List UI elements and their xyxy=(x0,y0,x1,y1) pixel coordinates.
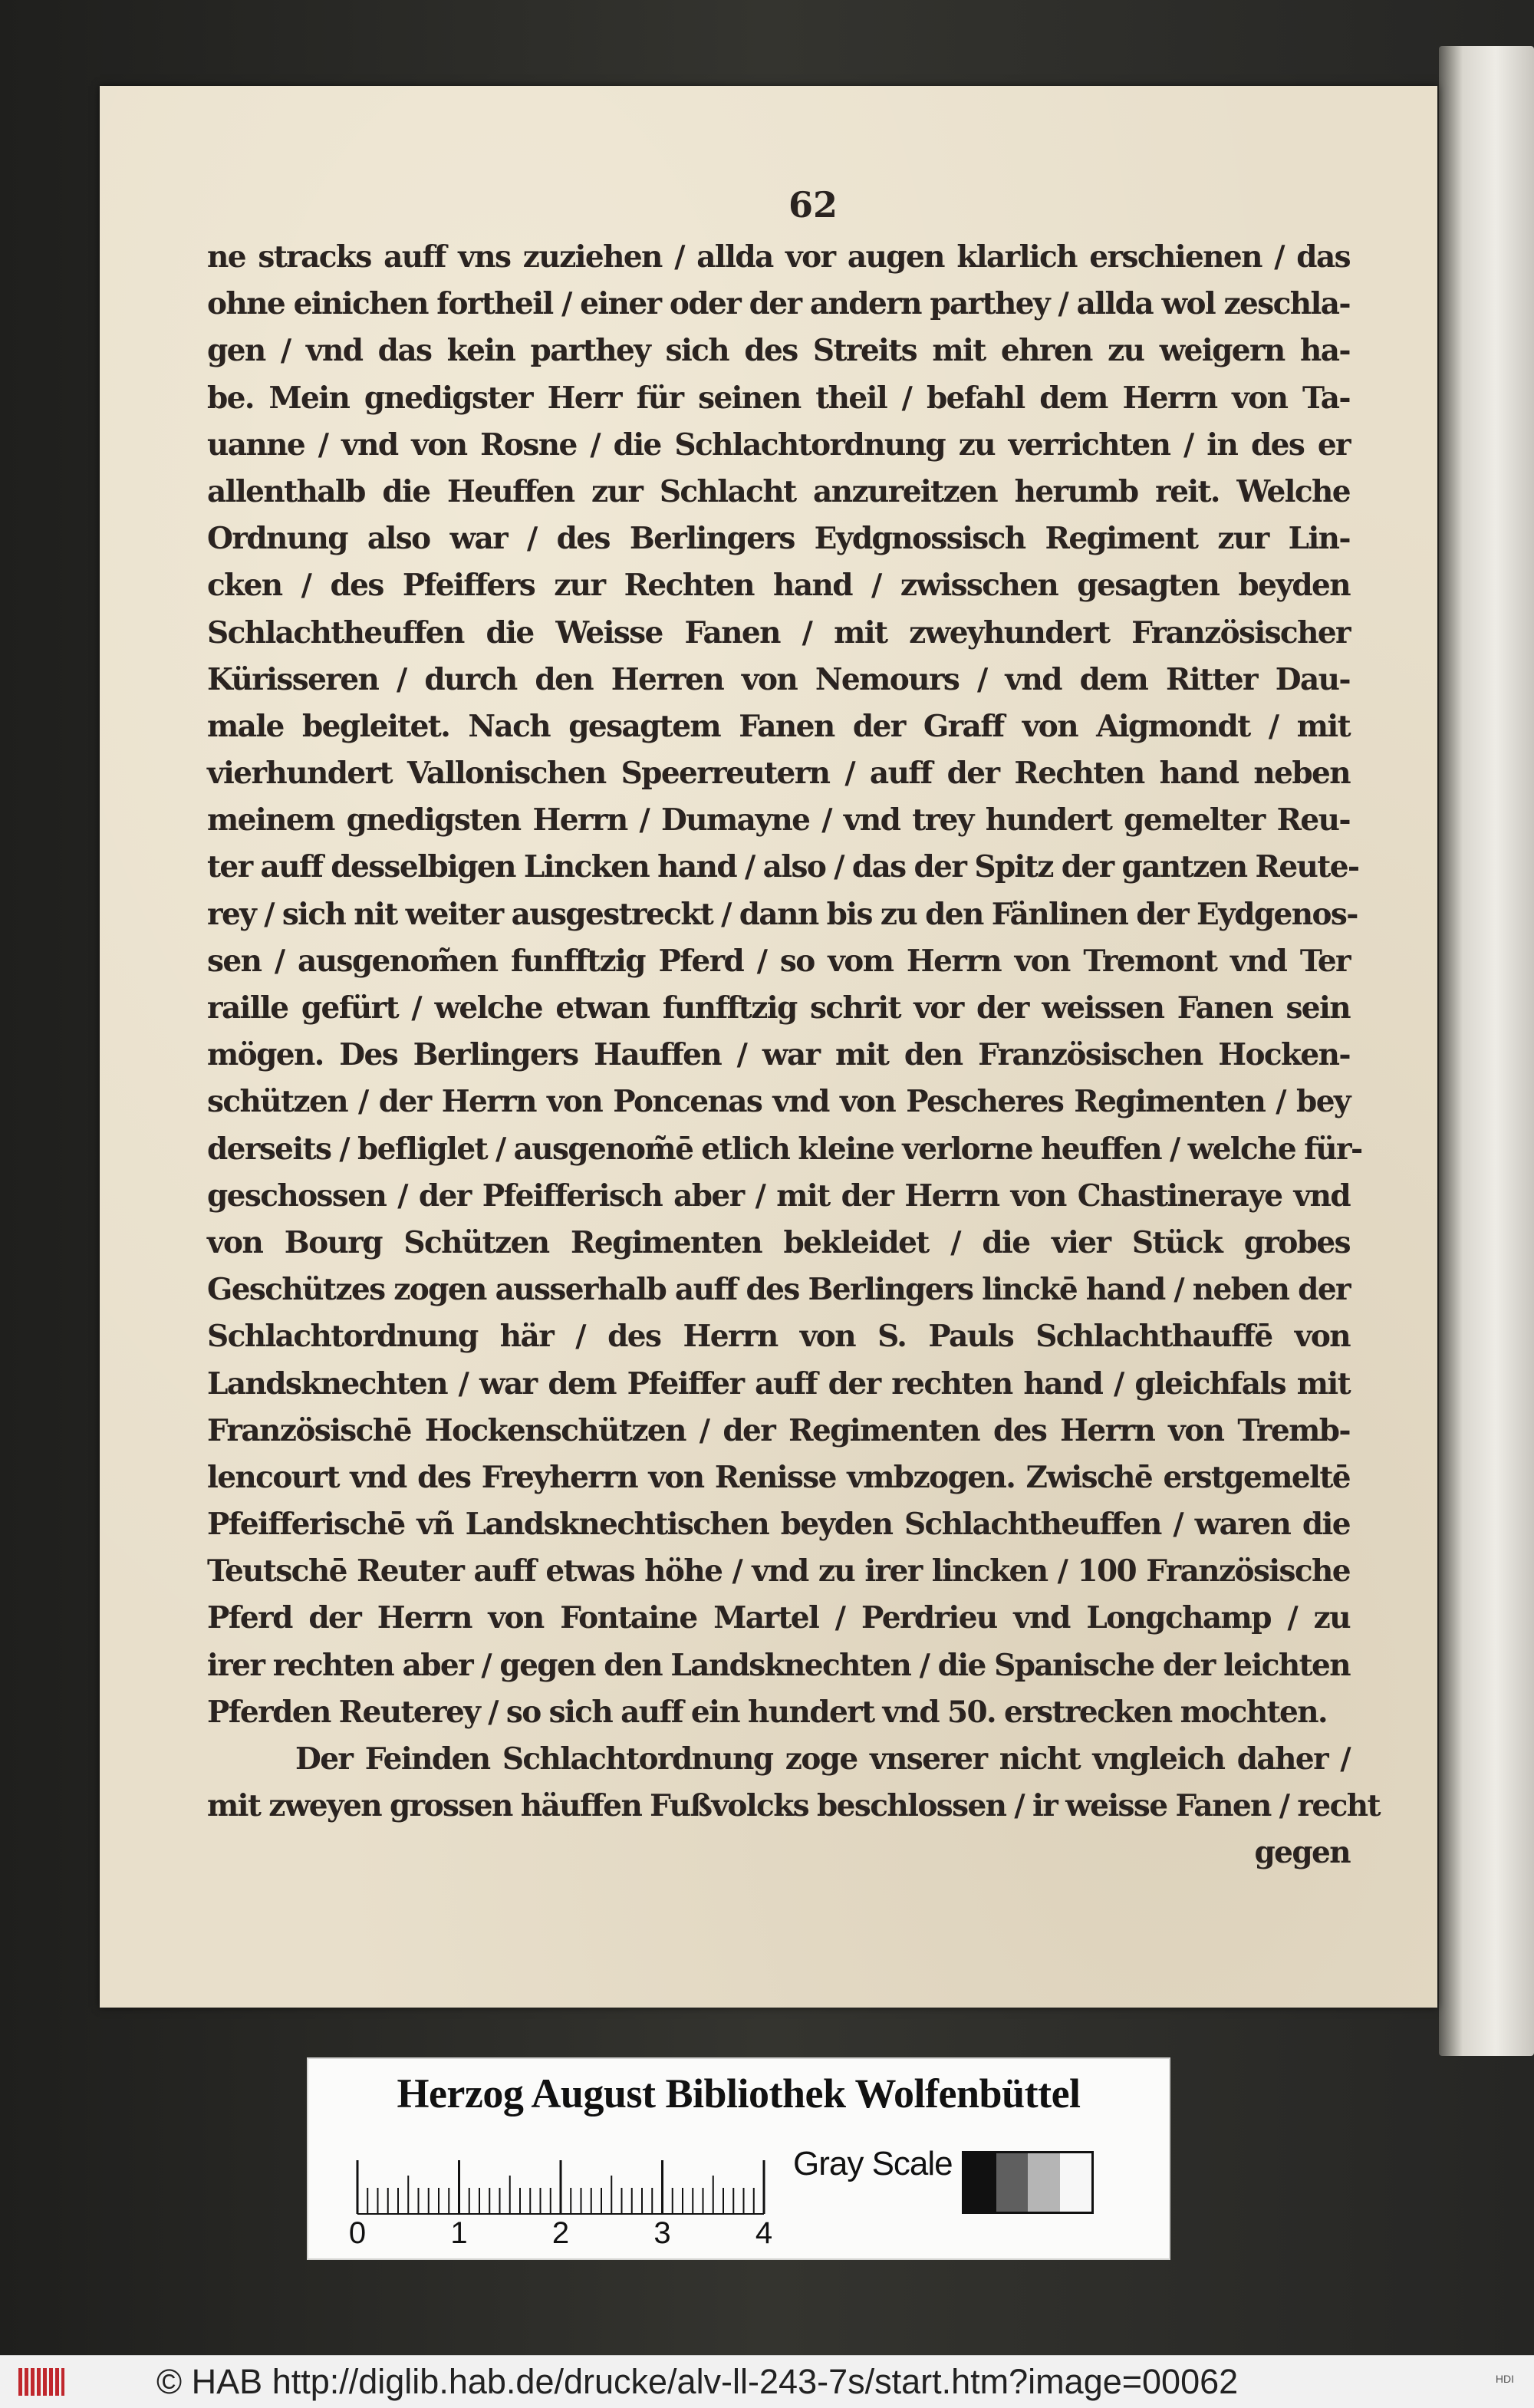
catchword: gegen xyxy=(1254,1835,1350,1871)
ruler-number: 3 xyxy=(653,2216,671,2250)
text-line: raille gefürt / welche etwan funfftzig schrit vor der weissen Fanen sein xyxy=(207,990,1350,1026)
ruler-number: 4 xyxy=(755,2216,773,2250)
text-line: sen / ausgenom̃en funfftzig Pferd / so vom Herrn von Tremont vnd Ter xyxy=(207,943,1350,979)
footer-mark: HDI xyxy=(1495,2373,1514,2385)
text-line: Pferden Reuterey / so sich auff ein hundert vnd 50. erstrecken mochten. xyxy=(207,1694,1327,1730)
text-line: Ordnung also war / des Berlingers Eydgnossisch Regiment zur Lin- xyxy=(207,521,1350,557)
text-line: uanne / vnd von Rosne / die Schlachtordnung zu verrichten / in des er xyxy=(207,427,1350,463)
text-line: derseits / befliglet / ausgenom̃ē etlich kleine verlorne heuffen / welche für- xyxy=(207,1131,1362,1167)
text-line: Französischē Hockenschützen / der Regimenten des Herrn von Tremb- xyxy=(207,1412,1350,1448)
text-line: irer rechten aber / gegen den Landsknechten / die Spanische der leichten xyxy=(207,1647,1350,1683)
page-text-block xyxy=(207,234,1380,1877)
text-line: Schlachtordnung här / des Herrn von S. Pauls Schlachthauffē von xyxy=(207,1319,1350,1355)
text-line: ohne einichen fortheil / einer oder der andern parthey / allda wol zeschla- xyxy=(207,286,1350,322)
text-line: gen / vnd das kein parthey sich des Streits mit ehren zu weigern ha- xyxy=(207,333,1350,369)
text-line: mit zweyen grossen häuffen Fußvolcks beschlossen / ir weisse Fanen / recht xyxy=(207,1788,1380,1824)
gray-patch xyxy=(996,2153,1029,2212)
text-line: ne stracks auff vns zuziehen / allda vor augen klarlich erschienen / das xyxy=(207,239,1350,275)
next-page-edge xyxy=(1439,46,1534,2056)
text-line: Pferd der Herrn von Fontaine Martel / Perdrieu vnd Longchamp / zu xyxy=(207,1600,1350,1636)
gray-patch xyxy=(1028,2153,1060,2212)
ruler-number: 1 xyxy=(450,2216,468,2250)
page-number: 62 xyxy=(788,184,838,226)
text-line: mögen. Des Berlingers Hauffen / war mit den Französischen Hocken- xyxy=(207,1037,1350,1073)
footer-copyright-link[interactable]: © HAB http://diglib.hab.de/drucke/alv-ll-243-7s/start.htm?image=00062 xyxy=(156,2362,1239,2401)
ruler-number: 2 xyxy=(551,2216,570,2250)
library-name: Herzog August Bibliothek Wolfenbüttel xyxy=(397,2070,1081,2116)
text-line: vierhundert Vallonischen Speerreutern / auff der Rechten hand neben xyxy=(207,756,1350,792)
text-line: Der Feinden Schlachtordnung zoge vnserer nicht vngleich daher / xyxy=(295,1741,1350,1777)
text-line: male begleitet. Nach gesagtem Fanen der Graff von Aigmondt / mit xyxy=(207,708,1350,744)
gray-scale-label: Gray Scale xyxy=(793,2145,953,2182)
gray-scale-bar xyxy=(962,2151,1094,2214)
text-line: cken / des Pfeiffers zur Rechten hand / zwisschen gesagten beyden xyxy=(207,568,1350,604)
color-scale-target xyxy=(307,2057,1170,2260)
gray-patch xyxy=(964,2153,996,2212)
footer-bar xyxy=(0,2355,1534,2408)
text-line: Landsknechten / war dem Pfeiffer auff der rechten hand / gleichfals mit xyxy=(207,1365,1350,1402)
text-line: Schlachtheuffen die Weisse Fanen / mit zweyhundert Französischer xyxy=(207,614,1350,651)
text-line: Pfeifferischē vñ Landsknechtischen beyden Schlachtheuffen / waren die xyxy=(207,1507,1350,1543)
text-line: allenthalb die Heuffen zur Schlacht anzureitzen herumb reit. Welche xyxy=(207,473,1350,509)
hab-logo-icon xyxy=(17,2365,66,2399)
text-line: ter auff desselbigen Lincken hand / also / das der Spitz der gantzen Reute- xyxy=(207,849,1359,885)
text-line: rey / sich nit weiter ausgestreckt / dann bis zu den Fänlinen der Eydgenos- xyxy=(207,896,1358,932)
text-line: Teutschē Reuter auff etwas höhe / vnd zu irer lincken / 100 Französische xyxy=(207,1553,1350,1589)
text-line: von Bourg Schützen Regimenten bekleidet / die vier Stück grobes xyxy=(207,1224,1350,1260)
text-line: geschossen / der Pfeifferisch aber / mit der Herrn von Chastineraye vnd xyxy=(207,1178,1350,1214)
text-line: lencourt vnd des Freyherrn von Renisse vmbzogen. Zwischē erstgemeltē xyxy=(207,1459,1350,1495)
text-line: meinem gnedigsten Herrn / Dumayne / vnd trey hundert gemelter Reu- xyxy=(207,802,1350,838)
text-line: schützen / der Herrn von Poncenas vnd von Pescheres Regimenten / bey xyxy=(207,1084,1350,1120)
text-line: Geschützes zogen ausserhalb auff des Berlingers linckē hand / neben der xyxy=(207,1272,1350,1308)
gray-patch xyxy=(1060,2153,1092,2212)
ruler-number: 0 xyxy=(348,2216,367,2250)
text-line: be. Mein gnedigster Herr für seinen theil / befahl dem Herrn von Ta- xyxy=(207,380,1350,416)
text-line: Kürisseren / durch den Herren von Nemours / vnd dem Ritter Dau- xyxy=(207,661,1350,697)
